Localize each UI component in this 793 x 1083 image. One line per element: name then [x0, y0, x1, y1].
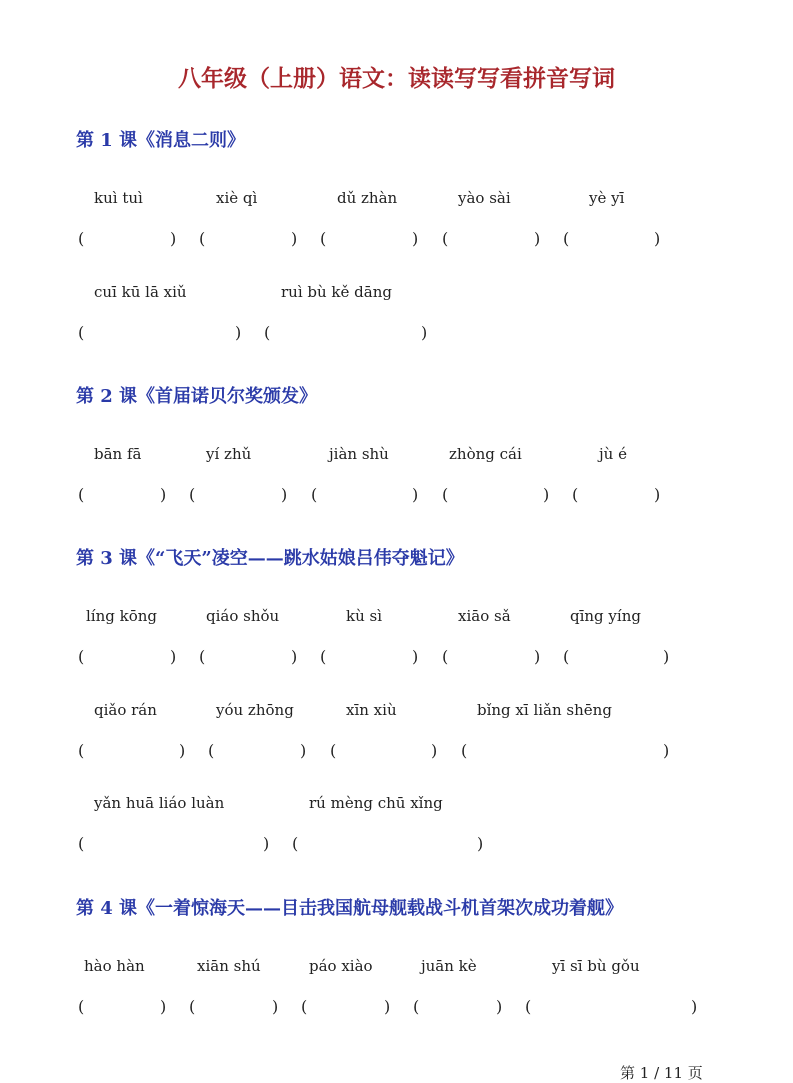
pinyin-item: líng kōng — [86, 607, 158, 625]
answer-open: ( — [330, 741, 337, 760]
answer-open: ( — [563, 229, 570, 248]
answer-open: ( — [264, 323, 271, 342]
pinyin-item: jiàn shù — [329, 445, 389, 463]
answer-close: ) — [431, 741, 438, 760]
pinyin-item: xiè qì — [216, 189, 258, 207]
answer-open: ( — [442, 485, 449, 504]
answer-close: ) — [160, 997, 167, 1016]
lesson-heading: 第 1 课《消息二则》 — [76, 130, 246, 151]
pinyin-item: xiān shú — [197, 957, 261, 975]
answer-open: ( — [525, 997, 532, 1016]
answer-open: ( — [78, 323, 85, 342]
pinyin-row — [0, 957, 793, 981]
answer-open: ( — [189, 997, 196, 1016]
answer-open: ( — [78, 997, 85, 1016]
pinyin-item: ruì bù kě dāng — [281, 283, 392, 301]
pinyin-item: páo xiào — [309, 957, 373, 975]
answer-row — [0, 485, 793, 509]
answer-open: ( — [413, 997, 420, 1016]
pinyin-item: kù sì — [346, 607, 383, 625]
answer-close: ) — [179, 741, 186, 760]
answer-row — [0, 229, 793, 253]
answer-close: ) — [291, 229, 298, 248]
page-title: 八年级（上册）语文：读读写写看拼音写词 — [178, 65, 615, 92]
answer-open: ( — [442, 229, 449, 248]
lesson-heading: 第 3 课《“飞天”凌空——跳水姑娘吕伟夺魁记》 — [76, 548, 464, 569]
pinyin-item: qiǎo rán — [94, 701, 157, 719]
answer-close: ) — [477, 834, 484, 853]
answer-open: ( — [199, 229, 206, 248]
pinyin-item: cuī kū lā xiǔ — [94, 283, 187, 301]
answer-open: ( — [563, 647, 570, 666]
pinyin-item: bǐng xī liǎn shēng — [477, 701, 612, 719]
answer-close: ) — [663, 647, 670, 666]
answer-close: ) — [170, 647, 177, 666]
answer-open: ( — [320, 647, 327, 666]
answer-close: ) — [543, 485, 550, 504]
answer-open: ( — [78, 647, 85, 666]
page-number: 第 1 / 11 页 — [620, 1064, 703, 1082]
answer-close: ) — [534, 229, 541, 248]
answer-open: ( — [208, 741, 215, 760]
answer-close: ) — [654, 485, 661, 504]
pinyin-row — [0, 189, 793, 213]
pinyin-item: juān kè — [421, 957, 477, 975]
answer-close: ) — [281, 485, 288, 504]
pinyin-item: kuì tuì — [94, 189, 143, 207]
pinyin-item: yè yī — [589, 189, 625, 207]
answer-close: ) — [654, 229, 661, 248]
answer-open: ( — [572, 485, 579, 504]
answer-open: ( — [320, 229, 327, 248]
pinyin-item: bān fā — [94, 445, 142, 463]
answer-close: ) — [534, 647, 541, 666]
answer-open: ( — [301, 997, 308, 1016]
answer-open: ( — [292, 834, 299, 853]
pinyin-item: yào sài — [458, 189, 511, 207]
answer-close: ) — [300, 741, 307, 760]
pinyin-row — [0, 701, 793, 725]
pinyin-item: zhòng cái — [449, 445, 522, 463]
answer-open: ( — [442, 647, 449, 666]
lesson-heading: 第 2 课《首届诺贝尔奖颁发》 — [76, 386, 318, 407]
pinyin-item: xiāo sǎ — [458, 607, 511, 625]
answer-open: ( — [78, 834, 85, 853]
answer-close: ) — [421, 323, 428, 342]
answer-close: ) — [235, 323, 242, 342]
answer-row — [0, 741, 793, 765]
pinyin-item: jù é — [599, 445, 627, 463]
answer-row — [0, 997, 793, 1021]
pinyin-item: xīn xiù — [346, 701, 397, 719]
pinyin-item: yí zhǔ — [206, 445, 252, 463]
answer-close: ) — [412, 485, 419, 504]
pinyin-item: yǎn huā liáo luàn — [94, 794, 225, 812]
answer-close: ) — [263, 834, 270, 853]
answer-close: ) — [412, 647, 419, 666]
answer-row — [0, 323, 793, 347]
pinyin-row — [0, 283, 793, 307]
answer-open: ( — [199, 647, 206, 666]
answer-row — [0, 834, 793, 858]
answer-open: ( — [461, 741, 468, 760]
answer-open: ( — [189, 485, 196, 504]
lesson-heading: 第 4 课《一着惊海天——目击我国航母舰载战斗机首架次成功着舰》 — [76, 898, 624, 919]
pinyin-item: yóu zhōng — [216, 701, 294, 719]
answer-close: ) — [412, 229, 419, 248]
pinyin-item: hào hàn — [84, 957, 145, 975]
answer-close: ) — [496, 997, 503, 1016]
pinyin-row — [0, 607, 793, 631]
pinyin-row — [0, 794, 793, 818]
answer-close: ) — [691, 997, 698, 1016]
pinyin-item: yī sī bù gǒu — [552, 957, 640, 975]
answer-open: ( — [78, 485, 85, 504]
pinyin-item: dǔ zhàn — [337, 189, 398, 207]
pinyin-item: qiáo shǒu — [206, 607, 280, 625]
answer-close: ) — [170, 229, 177, 248]
answer-close: ) — [160, 485, 167, 504]
answer-close: ) — [663, 741, 670, 760]
answer-close: ) — [272, 997, 279, 1016]
answer-close: ) — [384, 997, 391, 1016]
answer-open: ( — [78, 229, 85, 248]
pinyin-item: rú mèng chū xǐng — [309, 794, 443, 812]
answer-row — [0, 647, 793, 671]
answer-open: ( — [78, 741, 85, 760]
answer-open: ( — [311, 485, 318, 504]
pinyin-item: qīng yíng — [570, 607, 641, 625]
answer-close: ) — [291, 647, 298, 666]
pinyin-row — [0, 445, 793, 469]
